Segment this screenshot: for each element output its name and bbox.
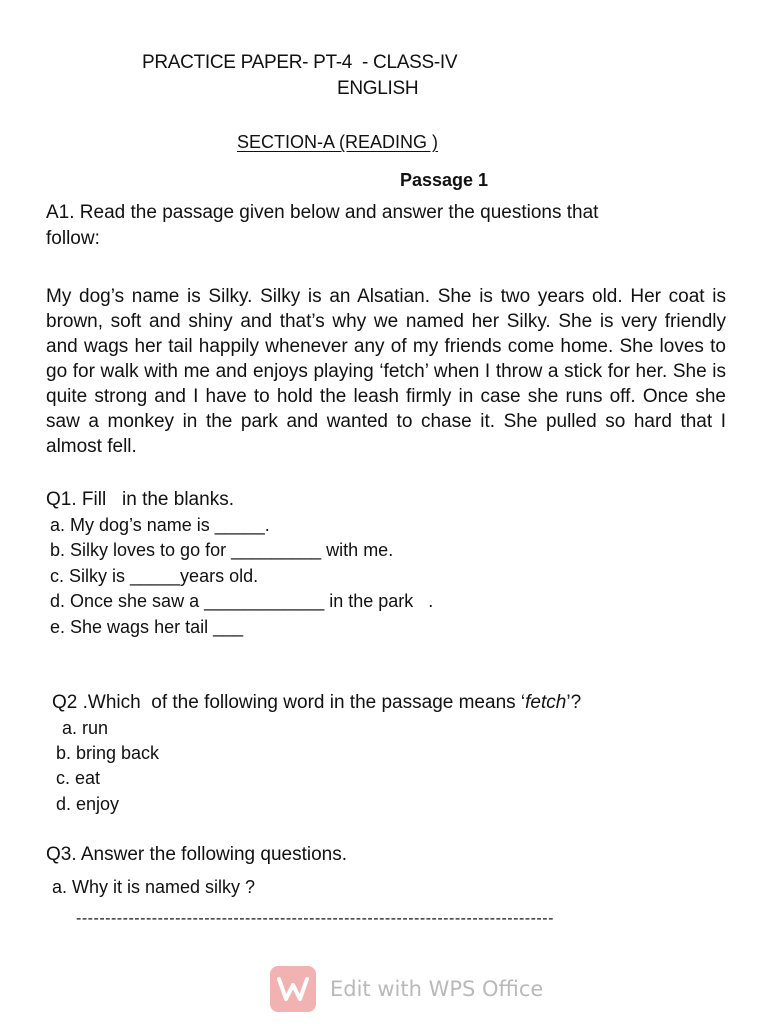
- instruction-line1: A1. Read the passage given below and answer the questions that: [46, 202, 599, 223]
- reading-passage: My dog’s name is Silky. Silky is an Alsatian. She is two years old. Her coat is brown, soft and shiny and that’s why we named her Silky. She is very friendly and wags her tail happily whenever any of my friends come home. She loves to go for walk with me and enjoys playing ‘fetch’ when I throw a stick for her. She is quite strong and I have to hold the leash firmly in case she runs off. Once she saw a monkey in the park and wanted to chase it. She pulled so hard that I almost fell.: [46, 286, 726, 457]
- page-title-line1: PRACTICE PAPER- PT-4 - CLASS-IV: [142, 52, 458, 73]
- q1-item-d: d. Once she saw a ____________ in the park .: [50, 591, 434, 611]
- q2-heading-post: ’?: [566, 692, 582, 713]
- q2-option-d: d. enjoy: [56, 794, 120, 814]
- instruction-line2: follow:: [46, 228, 100, 249]
- q2-heading: [52, 692, 581, 714]
- q3-heading: Q3. Answer the following questions.: [46, 844, 348, 865]
- passage-heading: Passage 1: [400, 170, 489, 190]
- q2-option-b: b. bring back: [56, 743, 160, 763]
- q2-option-c: c. eat: [56, 768, 101, 788]
- q1-item-e: e. She wags her tail ___: [50, 617, 244, 637]
- q1-item-a: a. My dog’s name is _____.: [50, 515, 270, 535]
- q1-item-c: c. Silky is _____years old.: [50, 566, 259, 586]
- q2-option-a: a. run: [62, 718, 109, 738]
- watermark-text: Edit with WPS Office: [330, 977, 544, 1001]
- q2-heading-fetch: fetch: [525, 692, 567, 713]
- q1-heading: Q1. Fill in the blanks.: [46, 489, 234, 510]
- section-heading: SECTION-A (READING ): [237, 132, 439, 152]
- page-title-line2: ENGLISH: [337, 78, 419, 99]
- wps-watermark: [270, 966, 543, 1012]
- q2-heading-pre: Q2 .Which of the following word in the passage means ‘: [52, 692, 526, 713]
- wps-logo-icon: [270, 966, 316, 1012]
- q1-item-b: b. Silky loves to go for _________ with me.: [50, 540, 394, 560]
- q3-item-a: a. Why it is named silky ?: [52, 877, 256, 897]
- answer-line: ----------------------------------------------------------------------------------: [76, 910, 554, 927]
